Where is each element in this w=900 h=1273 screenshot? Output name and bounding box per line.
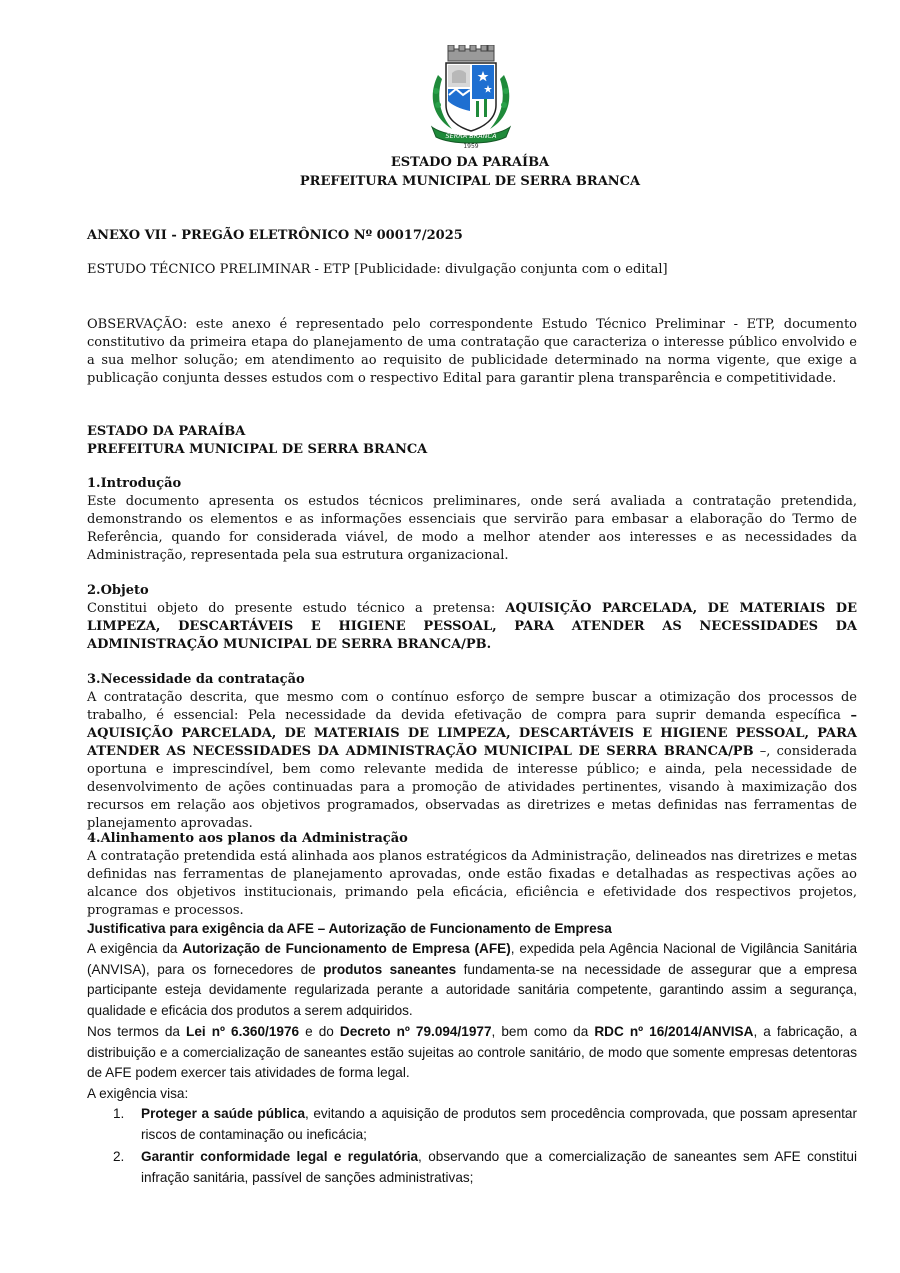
afe-p1-b: Autorização de Funcionamento de Empresa (AFE) [182,941,511,956]
section-intro-body: Este documento apresenta os estudos técnicos preliminares, onde será avaliada a contratação pretendida, demonstrando os elementos e as informações essenciais que servirão para embasar a elaboração do Termo de Referência, quando for considerada viável, de modo a melhor atender aos interesses e as necessidades da Administração, representada pela sua estrutura organizacional. [87,494,857,563]
section-need-title: 3.Necessidade da contratação [87,672,305,687]
afe-p2-a: Nos termos da [87,1024,187,1039]
afe-p2-e: , bem como da [491,1024,595,1039]
municipal-coat-of-arms [426,45,516,149]
need-lead: A contratação descrita, que mesmo com o contínuo esforço de sempre buscar a otimização dos processos de trabalho, é essencial: Pela necessidade da devida efetivação de compra para suprir demanda específica [87,690,857,723]
afe-p2-f: RDC nº 16/2014/ANVISA [594,1024,754,1039]
list-item-bold: Proteger a saúde pública [141,1106,306,1121]
afe-p1-c: , expedida pela Agência Nacional de Vigilância Sanitária (ANVISA), para os fornecedores de [87,941,858,977]
list-item-bold: Garantir conformidade legal e regulatória [141,1149,419,1164]
afe-paragraph-2 [87,1022,857,1084]
need-bold: –AQUISIÇÃO PARCELADA, DE MATERIAIS DE LIMPEZA, DESCARTÁVEIS E HIGIENE PESSOAL, PARA ATENDER AS NECESSIDADES DA ADMINISTRAÇÃO MUNICIPAL DE SERRA BRANCA/PB [87,708,857,759]
list-item-number: 2. [113,1149,125,1164]
list-item-number: 1. [113,1106,125,1121]
afe-paragraph-3: A exigência visa: [87,1086,189,1101]
afe-requirements-list [87,1104,857,1190]
subheader-municipality: PREFEITURA MUNICIPAL DE SERRA BRANCA [87,442,428,457]
crest-motto: SERRA BRANCA [445,132,497,140]
list-item-text: , observando que a comercialização de saneantes sem AFE constitui infração sanitária, passível de sanções administrativas; [141,1149,857,1185]
object-lead: Constitui objeto do presente estudo técnico a pretensa: [87,601,506,616]
afe-paragraph-1 [87,939,857,1021]
section-alignment-body: A contratação pretendida está alinhada aos planos estratégicos da Administração, delineados nas diretrizes e metas definidas nas ferramentas de planejamento aprovadas, onde estão fixadas e detalhadas as respectivas ações ao alcance dos objetivos institucionais, primando pela eficácia, eficiência e efetividade dos respectivos projetos, programas e processos. [87,849,857,918]
section-need-body [87,689,857,833]
afe-p2-c: e do [299,1024,340,1039]
afe-p2-g: , a fabricação, a distribuição e a comercialização de saneantes estão sujeitas ao controle sanitário, de modo que somente empresas detentoras de AFE podem exercer tais atividades de forma legal. [87,1024,857,1080]
header-municipality: PREFEITURA MUNICIPAL DE SERRA BRANCA [299,174,641,189]
subheader-state: ESTADO DA PARAÍBA [87,424,246,439]
observation-paragraph: OBSERVAÇÃO: este anexo é representado pelo correspondente Estudo Técnico Preliminar - ETP, documento constitutivo da primeira etapa do planejamento de uma contratação que caracteriza o interesse público envolvido e a sua melhor solução; em atendimento ao requisito de publicidade determinado na norma vigente, que exige a publicação conjunta desses estudos com o respectivo Edital para garantir plena transparência e competitividade. [87,317,857,386]
afe-p1-d: produtos saneantes [323,961,457,977]
header-state: ESTADO DA PARAÍBA [390,155,550,170]
list-item-text: , evitando a aquisição de produtos sem procedência comprovada, que possam apresentar riscos de contaminação ou ineficácia; [141,1106,857,1142]
need-tail: –, considerada oportuna e imprescindível, bem como relevante medida de interesse público; e ainda, pela necessidade de desenvolvimento de ações continuadas para a promoção de atividades pertinentes, visando à maximização dos recursos em relação aos objetivos programados, observadas as diretrizes e metas definidas nas ferramentas de planejamento aprovadas. [87,744,857,831]
afe-p2-d: Decreto nº 79.094/1977 [339,1024,492,1039]
etp-line: ESTUDO TÉCNICO PRELIMINAR - ETP [Publicidade: divulgação conjunta com o edital] [87,262,668,277]
object-bold: AQUISIÇÃO PARCELADA, DE MATERIAIS DE LIMPEZA, DESCARTÁVEIS E HIGIENE PESSOAL, PARA ATENDER AS NECESSIDADES DA ADMINISTRAÇÃO MUNICIPAL DE SERRA BRANCA/PB. [87,601,857,652]
list-item [87,1147,857,1188]
section-alignment-title: 4.Alinhamento aos planos da Administração [87,831,408,846]
section-intro-title: 1.Introdução [87,476,182,491]
section-object-title: 2.Objeto [87,583,149,598]
afe-p1-a: A exigência da [87,941,183,956]
annex-title: ANEXO VII - PREGÃO ELETRÔNICO Nº 00017/2025 [87,228,463,243]
section-object-body [87,600,857,654]
afe-p2-b: Lei nº 6.360/1976 [186,1024,300,1039]
crest-year: 1959 [463,143,479,149]
afe-p1-e: fundamenta-se na necessidade de assegurar que a empresa participante esteja devidamente regularizada perante a autoridade sanitária competente, garantindo assim a segurança, qualidade e eficácia dos produtos a serem adquiridos. [87,961,857,1018]
section-afe-title: Justificativa para exigência da AFE – Autorização de Funcionamento de Empresa [87,921,612,936]
list-item [87,1104,857,1145]
